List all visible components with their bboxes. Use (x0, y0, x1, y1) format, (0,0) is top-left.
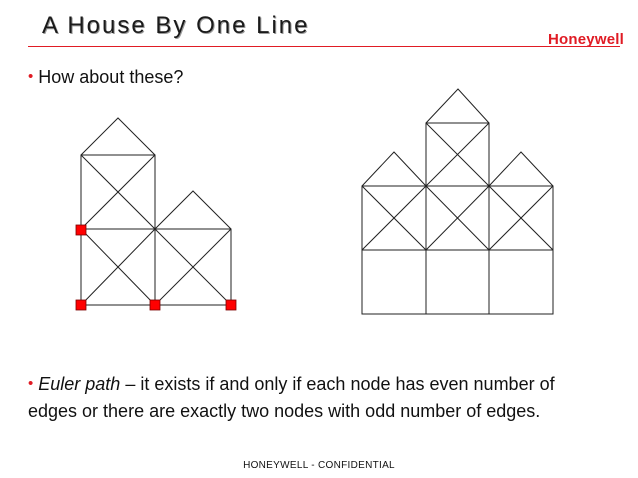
euler-path-definition: – it exists if and only if each node has even number of edges or there are exactly two nodes with odd number of edges. (28, 374, 555, 421)
bullet-text: How about these? (38, 67, 184, 87)
bullet-euler-path (28, 370, 588, 425)
roof (489, 152, 553, 186)
square (426, 250, 489, 314)
footer-confidential: HONEYWELL - CONFIDENTIAL (243, 460, 395, 471)
bullet-dot-icon: • (28, 375, 34, 392)
square (489, 250, 553, 314)
honeywell-logo: Honeywell (548, 31, 624, 48)
euler-path-term: Euler path (38, 374, 121, 394)
roof (426, 89, 489, 123)
square (362, 250, 426, 314)
bullet-dot-icon: • (28, 68, 34, 85)
roof (362, 152, 426, 186)
slide-title: A House By One Line (42, 12, 310, 39)
